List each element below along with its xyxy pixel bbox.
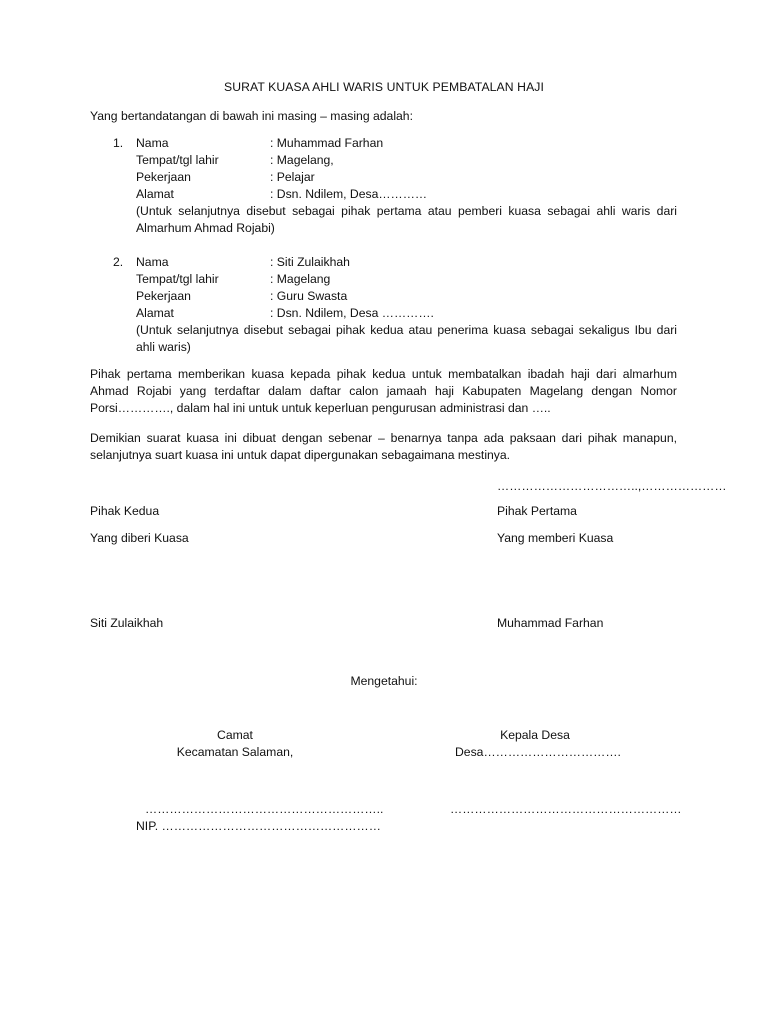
field-value-pekerjaan: : Guru Swasta bbox=[270, 289, 348, 303]
right-sign-name: Muhammad Farhan bbox=[497, 616, 604, 630]
field-value-alamat: : Dsn. Ndilem, Desa………… bbox=[270, 187, 428, 201]
party-note: (Untuk selanjutnya disebut sebagai pihak kedua atau penerima kuasa sebagai sekaligus Ibu dari ahli waris) bbox=[136, 323, 677, 354]
field-label-nama: Nama bbox=[136, 136, 169, 150]
right-sign-role: Pihak Pertama bbox=[497, 504, 577, 518]
party-number: 1. bbox=[113, 136, 124, 150]
field-label-alamat: Alamat bbox=[136, 187, 174, 201]
field-value-alamat: : Dsn. Ndilem, Desa …………. bbox=[270, 306, 434, 320]
kades-signature-line: ………………………………………………… bbox=[450, 802, 682, 816]
field-value-pekerjaan: : Pelajar bbox=[270, 170, 315, 184]
camat-title: Camat bbox=[217, 728, 253, 742]
body-paragraph-2: Demikian suarat kuasa ini dibuat dengan sebenar – benarnya tanpa ada paksaan dari pihak manapun, selanjutnya suart kuasa ini untuk dapat dipergunakan sebagaimana mestinya. bbox=[90, 431, 677, 462]
party-note: (Untuk selanjutnya disebut sebagai pihak pertama atau pemberi kuasa sebagai ahli waris dari Almarhum Ahmad Rojabi) bbox=[136, 204, 677, 235]
right-sign-sub: Yang memberi Kuasa bbox=[497, 531, 614, 545]
field-label-alamat: Alamat bbox=[136, 306, 174, 320]
field-value-nama: : Siti Zulaikhah bbox=[270, 255, 350, 269]
acknowledged-heading: Mengetahui: bbox=[350, 674, 418, 688]
kades-sub: Desa……………………………. bbox=[455, 745, 621, 759]
field-value-nama: : Muhammad Farhan bbox=[270, 136, 384, 150]
field-value-ttl: : Magelang, bbox=[270, 153, 334, 167]
party-first bbox=[113, 135, 677, 237]
left-sign-sub: Yang diberi Kuasa bbox=[90, 531, 189, 545]
body-paragraph-1: Pihak pertama memberikan kuasa kepada pihak kedua untuk membatalkan ibadah haji dari almarhum Ahmad Rojabi yang terdaftar dalam daftar calon jamaah haji Kabupaten Magelang dengan Nomor Porsi…………., dalam hal ini untuk untuk keperluan pengurusan administrasi dan ….. bbox=[90, 367, 677, 415]
left-sign-name: Siti Zulaikhah bbox=[90, 616, 164, 630]
place-date-line: ……………………………..,………………… bbox=[497, 479, 727, 493]
intro-text: Yang bertandatangan di bawah ini masing – masing adalah: bbox=[90, 109, 413, 123]
party-second bbox=[113, 254, 677, 356]
kades-title: Kepala Desa bbox=[500, 728, 570, 742]
party-number: 2. bbox=[113, 255, 124, 269]
field-label-ttl: Tempat/tgl lahir bbox=[136, 153, 219, 167]
left-sign-role: Pihak Kedua bbox=[90, 504, 160, 518]
camat-signature-line: ………………………………………………….. bbox=[145, 802, 384, 816]
camat-nip: NIP. ……………………………………………… bbox=[136, 819, 381, 833]
field-label-pekerjaan: Pekerjaan bbox=[136, 170, 191, 184]
field-label-pekerjaan: Pekerjaan bbox=[136, 289, 191, 303]
field-label-ttl: Tempat/tgl lahir bbox=[136, 272, 219, 286]
field-label-nama: Nama bbox=[136, 255, 169, 269]
camat-sub: Kecamatan Salaman, bbox=[176, 745, 294, 759]
field-value-ttl: : Magelang bbox=[270, 272, 331, 286]
letter-title: SURAT KUASA AHLI WARIS UNTUK PEMBATALAN HAJI bbox=[224, 80, 544, 94]
